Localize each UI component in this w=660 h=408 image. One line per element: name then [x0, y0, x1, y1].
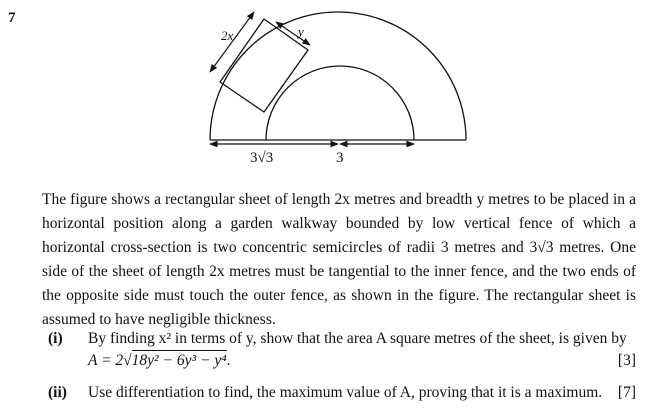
part-label: (i) — [48, 330, 63, 347]
area-formula — [88, 352, 231, 370]
formula-lhs: A = 2 — [88, 352, 124, 369]
part-text: Use differentiation to find, the maximum value of A, proving that it is a maximum. — [88, 384, 603, 401]
radical-sign: √ — [123, 352, 132, 369]
semicircle-figure — [0, 0, 660, 180]
outer-radius-label: 3√3 — [250, 150, 274, 166]
question-number: 7 — [8, 10, 16, 26]
part-label: (ii) — [48, 384, 67, 401]
part-text: By finding x² in terms of y, show that the area A square metres of the sheet, is given by — [88, 330, 627, 347]
question-stem: The figure shows a rectangular sheet of length 2x metres and breadth y metres to be placed in a horizontal position along a garden walkway bounded by low vertical fence of which a horizontal cross-section is two concentric semicircles of radii 3 metres and 3√3 metres. One side of the sheet of length 2x metres must be tangential to the inner fence, and the two ends of the opposite side must touch the outer fence, as shown in the figure. The rectangular sheet is assumed to have negligible thickness. — [42, 191, 636, 328]
outer-fence-semicircle — [210, 12, 466, 140]
breadth-dimension-arrow — [276, 22, 310, 45]
marks-badge: [7] — [617, 384, 636, 401]
marks-badge: [3] — [617, 352, 636, 369]
breadth-label: y — [298, 24, 304, 39]
inner-radius-label: 3 — [336, 150, 344, 166]
length-label: 2x — [221, 28, 234, 43]
formula-radicand: 18y² − 6y³ − y⁴ — [131, 352, 227, 369]
formula-end: . — [226, 352, 231, 369]
